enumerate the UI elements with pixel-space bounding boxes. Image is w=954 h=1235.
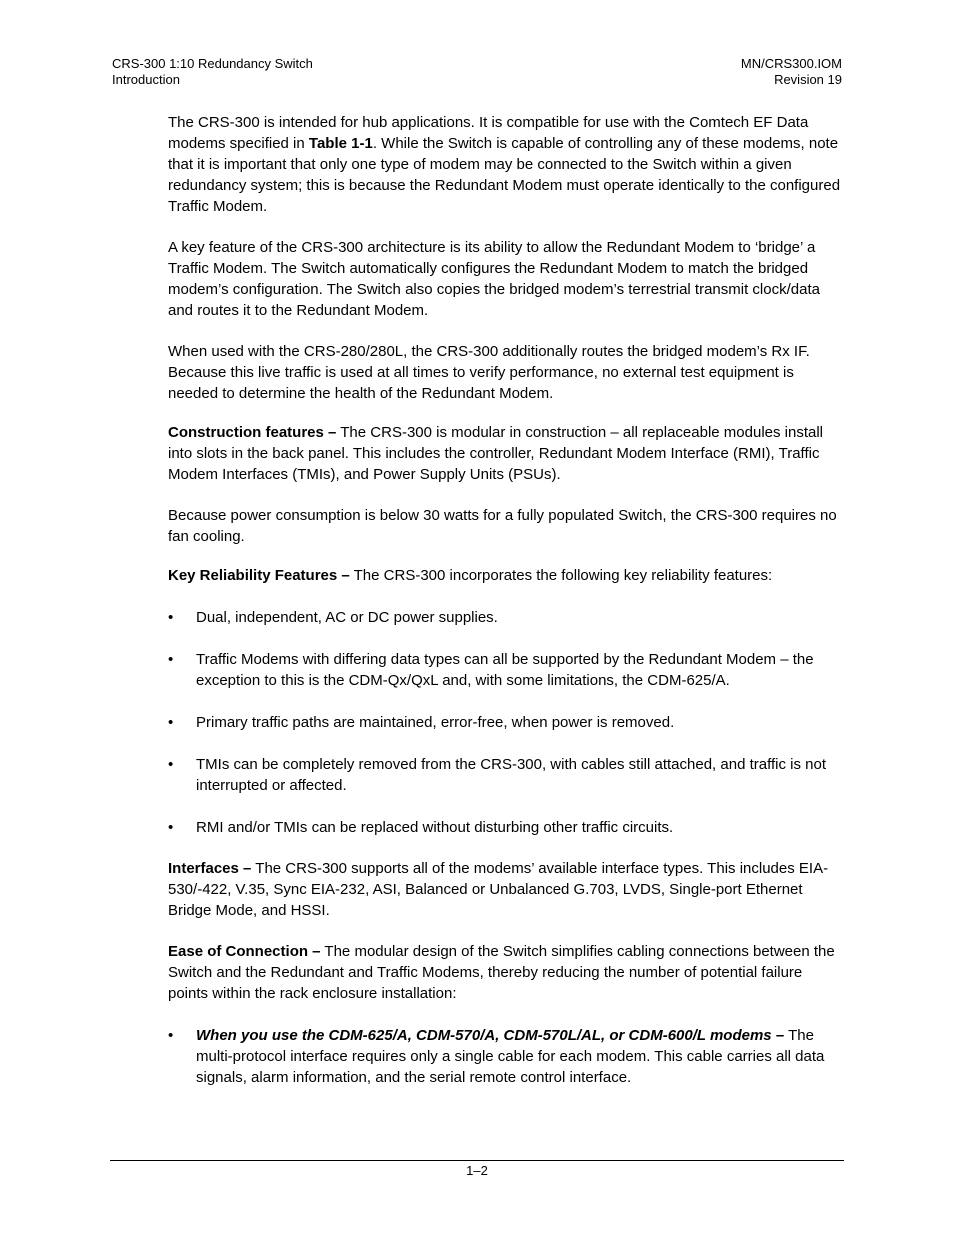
ease-body: The modular design of the Switch simplifies cabling connections between the Switch and the Redundant and Traffic Modems, thereby reducing the number of potential failure points within the rack enclosure installation: (168, 943, 835, 1002)
list-item (168, 649, 844, 691)
bullet-icon: • (168, 714, 174, 731)
list-item (168, 1025, 844, 1088)
power-paragraph: Because power consumption is below 30 watts for a fully populated Switch, the CRS-300 requires no fan cooling. (168, 507, 837, 545)
page-header-left (112, 56, 313, 88)
page-body (168, 112, 844, 1088)
page-header-right (741, 56, 842, 88)
header-section-name: Introduction (112, 72, 180, 87)
ease-lead: Ease of Connection – (168, 943, 321, 960)
header-document-id: MN/CRS300.IOM (740, 56, 842, 71)
construction-body: The CRS-300 is modular in construction – all replaceable modules install into slots in the back panel. This includes the controller, Redundant Modem Interface (RMI), Traffic Modem Interfaces (TMIs), and Power Supply Units (PSUs). (168, 424, 824, 483)
bullet-icon: • (168, 819, 174, 836)
bridge-paragraph: A key feature of the CRS-300 architecture is its ability to allow the Redundant Modem to ‘bridge’ a Traffic Modem. The Switch automatically configures the Redundant Modem to match the bridged modem’s configuration. The Switch also copies the bridged modem’s terrestrial transmit clock/data and routes it to the Redundant Modem. (168, 239, 820, 319)
reliability-body: The CRS-300 incorporates the following key reliability features: (349, 567, 773, 584)
list-item (168, 817, 844, 838)
intro-text-a: The CRS-300 is intended for hub applications. It is compatible for use with the Comtech EF Data modems specified in (168, 114, 809, 152)
list-item (168, 712, 844, 733)
page-number: 1–2 (466, 1163, 488, 1178)
list-item (168, 754, 844, 796)
bullet-icon: • (168, 609, 174, 626)
list-item-text: Dual, independent, AC or DC power supplies. (196, 609, 498, 626)
reliability-paragraph (168, 565, 844, 586)
connection-list (168, 1025, 844, 1088)
interfaces-lead: Interfaces – (168, 860, 252, 877)
list-item (168, 607, 844, 628)
crs280-paragraph: When used with the CRS-280/280L, the CRS-300 additionally routes the bridged modem’s Rx IF. Because this live traffic is used at all times to verify performance, no external test equipment is needed to determine the health of the Redundant Modem. (168, 343, 810, 402)
connection-item-body: The multi-protocol interface requires only a single cable for each modem. This cable carries all data signals, alarm information, and the serial remote control interface. (196, 1027, 825, 1086)
list-item-text: Primary traffic paths are maintained, error-free, when power is removed. (196, 714, 675, 731)
ease-paragraph (168, 941, 844, 1004)
bullet-icon: • (168, 651, 174, 668)
table-reference: Table 1-1 (308, 135, 373, 152)
footer-divider (110, 1160, 844, 1161)
interfaces-body: The CRS-300 supports all of the modems’ available interface types. This includes EIA-530/-422, V.35, Sync EIA-232, ASI, Balanced or Unbalanced G.703, LVDS, Single-port Ethernet Bridge Mode, and HSSI. (168, 860, 829, 919)
interfaces-paragraph (168, 858, 844, 921)
construction-lead: Construction features – (168, 424, 337, 441)
list-item-text: RMI and/or TMIs can be replaced without disturbing other traffic circuits. (196, 819, 674, 836)
bullet-icon: • (168, 1027, 174, 1044)
intro-paragraph (168, 112, 844, 217)
bullet-icon: • (168, 756, 174, 773)
reliability-lead: Key Reliability Features – (168, 567, 350, 584)
list-item-text: TMIs can be completely removed from the CRS-300, with cables still attached, and traffic is not interrupted or affected. (196, 756, 826, 794)
header-revision: Revision 19 (774, 72, 842, 87)
header-document-title: CRS-300 1:10 Redundancy Switch (112, 56, 313, 71)
intro-text-b: . While the Switch is capable of controlling any of these modems, note that it is important that only one type of modem may be connected to the Switch within a given redundancy system; this is because the Redundant Modem must operate identically to the configured Traffic Modem. (168, 135, 841, 215)
reliability-list (168, 607, 844, 838)
construction-paragraph (168, 422, 844, 485)
connection-item-lead: When you use the CDM-625/A, CDM-570/A, CDM-570L/AL, or CDM-600/L modems – (196, 1027, 785, 1044)
list-item-text: Traffic Modems with differing data types can all be supported by the Redundant Modem – the exception to this is the CDM-Qx/QxL and, with some limitations, the CDM-625/A. (196, 651, 814, 689)
